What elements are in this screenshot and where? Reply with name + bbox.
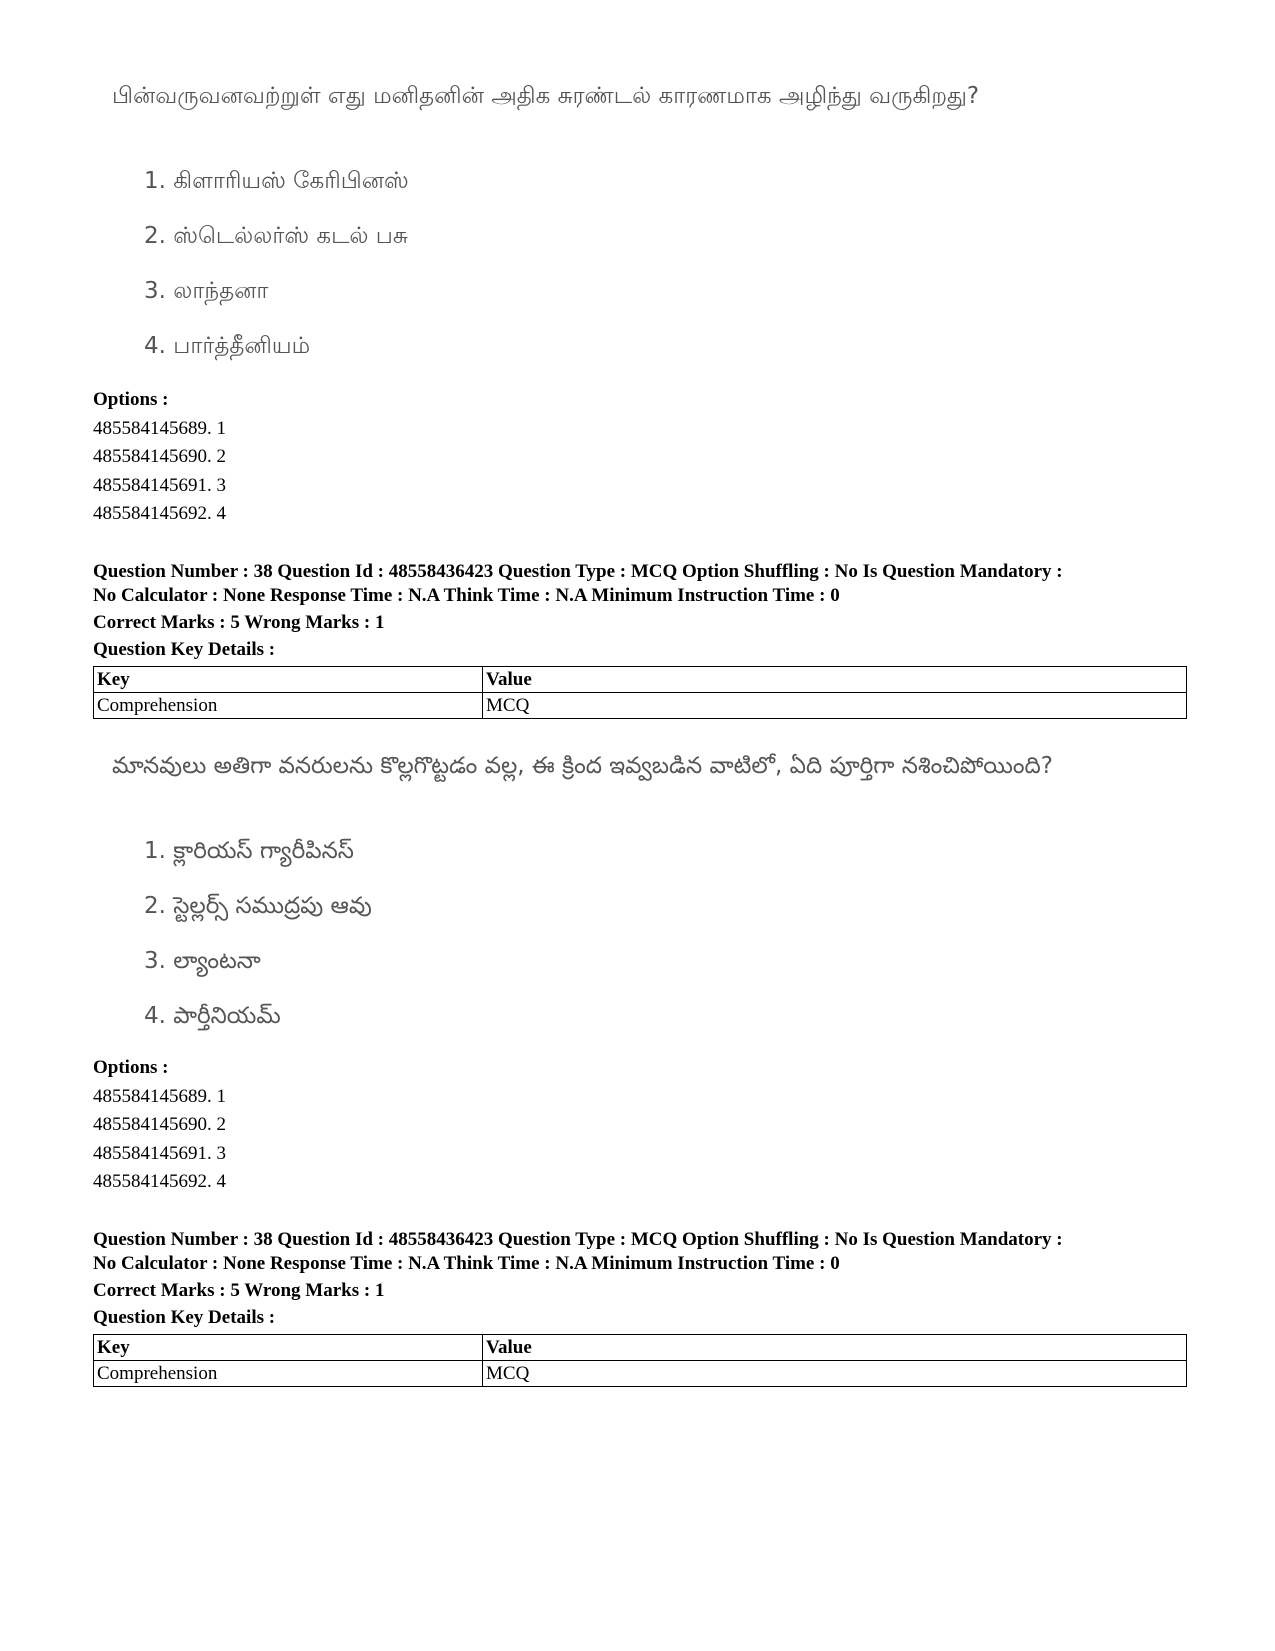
table-cell-key: Comprehension [94, 1361, 483, 1387]
question-option-3: 3. ల్యాంటనా [144, 948, 261, 974]
question-stem: பின்வருவனவற்றுள் எது மனிதனின் அதிக சுரண்டல் காரணமாக அழிந்து வருகிறது? [112, 83, 980, 109]
table-cell-value: MCQ [483, 693, 1187, 719]
question-metadata [93, 560, 1193, 608]
question-option-2: 2. స్టెల్లర్స్ సముద్రపు ఆవు [144, 893, 372, 919]
key-details-heading: Question Key Details : [93, 639, 276, 660]
question-option-1: 1. క్లారియస్ గ్యారీపినస్ [144, 838, 354, 864]
question-metadata [93, 1228, 1193, 1276]
question-option-4: 4. పార్తీనియమ్ [144, 1003, 281, 1029]
option-id: 485584145692. 4 [93, 1171, 226, 1192]
option-id: 485584145690. 2 [93, 1114, 226, 1135]
question-stem: మానవులు అతిగా వనరులను కొల్లగొట్టడం వల్ల, ఈ క్రింద ఇవ్వబడిన వాటిలో, ఏది పూర్తిగా నశించిపోయింది? [112, 753, 1053, 779]
table-row [94, 693, 1187, 719]
metadata-line: No Calculator : None Response Time : N.A Think Time : N.A Minimum Instruction Time : 0 [93, 1253, 840, 1274]
question-option-4: 4. பார்த்தீனியம் [144, 333, 311, 359]
options-heading: Options : [93, 1057, 169, 1078]
option-id: 485584145691. 3 [93, 1142, 226, 1164]
table-header-row [94, 1335, 1187, 1361]
option-id: 485584145689. 1 [93, 1085, 226, 1107]
table-row [94, 1361, 1187, 1387]
question-option-1: 1. கிளாரியஸ் கேரிபினஸ் [144, 168, 409, 194]
options-list [93, 386, 1193, 529]
table-cell-value: MCQ [483, 1361, 1187, 1387]
metadata-line: Question Number : 38 Question Id : 48558436423 Question Type : MCQ Option Shuffling : No Is Question Mandatory : [93, 1229, 1063, 1250]
question-image-tamil [112, 80, 1112, 370]
table-header-key: Key [94, 667, 483, 693]
question-option-3: 3. லாந்தனா [144, 278, 269, 304]
table-cell-key: Comprehension [94, 693, 483, 719]
table-header-value: Value [483, 1335, 1187, 1361]
table-header-value: Value [483, 667, 1187, 693]
option-id: 485584145689. 1 [93, 417, 226, 439]
table-header-key: Key [94, 1335, 483, 1361]
option-id: 485584145691. 3 [93, 474, 226, 496]
option-id: 485584145690. 2 [93, 446, 226, 467]
marks-line: Correct Marks : 5 Wrong Marks : 1 [93, 612, 385, 633]
option-id: 485584145692. 4 [93, 503, 226, 524]
table-header-row [94, 667, 1187, 693]
options-list [93, 1054, 1193, 1197]
metadata-line: No Calculator : None Response Time : N.A Think Time : N.A Minimum Instruction Time : 0 [93, 585, 840, 606]
marks-line: Correct Marks : 5 Wrong Marks : 1 [93, 1280, 385, 1301]
options-heading: Options : [93, 389, 169, 410]
metadata-line: Question Number : 38 Question Id : 48558436423 Question Type : MCQ Option Shuffling : No Is Question Mandatory : [93, 561, 1063, 582]
question-option-2: 2. ஸ்டெல்லர்ஸ் கடல் பசு [144, 223, 408, 249]
key-details-heading: Question Key Details : [93, 1307, 276, 1328]
key-details-table [93, 666, 1187, 719]
question-image-telugu [112, 750, 1112, 1040]
key-details-table [93, 1334, 1187, 1387]
